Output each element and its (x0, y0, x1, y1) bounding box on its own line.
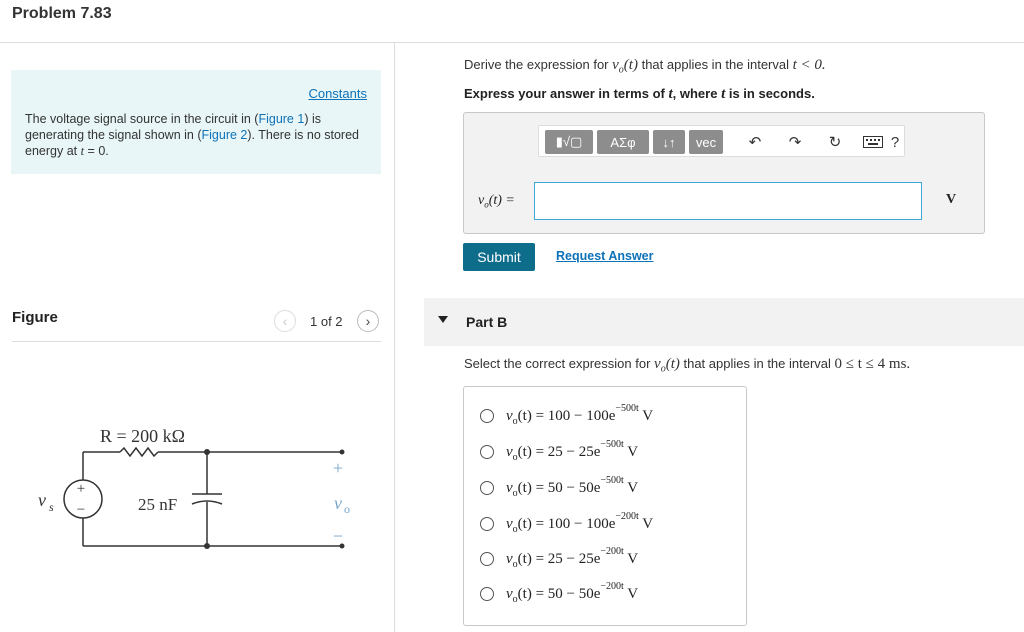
intro-text-1: The voltage signal source in the circuit in ( (25, 112, 259, 126)
option-2-sub: o (512, 451, 518, 463)
source-minus: − (76, 502, 86, 518)
chevron-left-icon: ‹ (282, 313, 288, 329)
partB-prompt (464, 356, 910, 375)
partB-header[interactable] (424, 298, 1024, 346)
partB-prompt-text-1: Select the correct expression for (464, 356, 655, 371)
partA-prompt-arg: (t) (623, 57, 638, 73)
answer-unit: V (946, 192, 957, 207)
option-4-exp: −200t (615, 510, 639, 522)
option-3-sub: o (512, 487, 518, 499)
partA-instruction-var: t (668, 86, 673, 102)
request-answer-link[interactable]: Request Answer (556, 249, 654, 263)
node-dot (204, 449, 210, 455)
option-4-unit: V (638, 515, 654, 532)
option-1-text (506, 402, 654, 427)
option-6-text (506, 580, 639, 605)
option-4-lhs: v (506, 515, 513, 532)
intro-text-2: ) is generating the signal shown in ( (25, 112, 321, 142)
option-5-body: (t) = 25 − 25e (517, 550, 601, 567)
partA-prompt-text-3: that applies in the interval (637, 57, 793, 72)
option-2[interactable] (480, 440, 638, 464)
option-5-sub: o (512, 558, 518, 570)
option-3-exp: −500t (600, 474, 624, 486)
problem-title: Problem 7.83 (12, 5, 112, 22)
option-6-exp: −200t (600, 580, 624, 592)
option-1-sub: o (512, 415, 518, 427)
options-box (463, 386, 747, 626)
figure-pager-text: 1 of 2 (310, 314, 343, 329)
capacitor-label: 25 nF (138, 495, 178, 514)
output-minus: − (332, 526, 344, 546)
option-1-lhs: v (506, 407, 513, 424)
greek-symbols-button[interactable]: ΑΣφ (597, 130, 649, 154)
output-plus: + (332, 458, 344, 478)
option-5-text (506, 545, 639, 570)
partA-prompt-interval: t < 0. (792, 57, 826, 73)
option-4-sub: o (512, 523, 518, 535)
partA-prompt-var: v (612, 57, 619, 73)
source-label-sub: s (49, 500, 54, 514)
partB-prompt-interval: 0 ≤ t ≤ 4 ms. (834, 356, 911, 372)
figure-heading: Figure (12, 309, 58, 326)
option-1-unit: V (638, 407, 654, 424)
output-label-sub: o (344, 502, 350, 516)
option-5-lhs: v (506, 550, 513, 567)
submit-button[interactable]: Submit (463, 243, 535, 271)
option-1[interactable] (480, 404, 653, 428)
radio-button[interactable] (480, 517, 494, 531)
answer-label (478, 192, 515, 210)
partA-instruction (464, 86, 815, 103)
figure2-link[interactable]: Figure 2 (201, 128, 248, 142)
node-dot (204, 543, 210, 549)
partA-instruction-text-2: , where (672, 86, 722, 101)
option-3[interactable] (480, 476, 638, 500)
option-5-exp: −200t (600, 545, 624, 557)
option-3-lhs: v (506, 479, 513, 496)
templates-button[interactable]: ▮√▢ (545, 130, 593, 154)
radio-button[interactable] (480, 587, 494, 601)
option-2-body: (t) = 25 − 25e (517, 443, 601, 460)
partA-prompt (464, 57, 826, 76)
next-figure-button[interactable] (357, 310, 379, 332)
partA-instruction-text-1: Express your answer in terms of (464, 86, 669, 101)
intro-text-var: t (80, 144, 85, 158)
terminal-dot (340, 450, 345, 455)
answer-label-rest: (t) = (488, 193, 515, 208)
column-divider (394, 42, 395, 632)
option-5[interactable] (480, 547, 638, 571)
header-divider (0, 42, 1024, 43)
answer-box (463, 112, 985, 234)
option-3-unit: V (623, 479, 639, 496)
option-4-text (506, 510, 654, 535)
option-2-exp: −500t (600, 438, 624, 450)
figure-divider (12, 341, 381, 342)
option-3-text (506, 474, 639, 499)
partA-instruction-text-3: is in seconds. (725, 86, 815, 101)
option-6[interactable] (480, 582, 638, 606)
intro-text (25, 111, 360, 159)
answer-label-var: v (478, 193, 485, 208)
constants-link[interactable]: Constants (308, 86, 367, 101)
option-1-exp: −500t (615, 402, 639, 414)
option-1-body: (t) = 100 − 100e (517, 407, 616, 424)
partA-instruction-var2: t (721, 86, 726, 102)
partB-prompt-sub: o (660, 363, 666, 375)
option-4-body: (t) = 100 − 100e (517, 515, 616, 532)
option-6-lhs: v (506, 585, 513, 602)
partA-prompt-sub: o (618, 64, 624, 76)
intro-text-4: = 0. (84, 144, 109, 158)
option-4[interactable] (480, 512, 653, 536)
option-2-unit: V (623, 443, 639, 460)
keyboard-icon[interactable] (863, 132, 883, 152)
circuit-diagram (20, 418, 365, 558)
radio-button[interactable] (480, 481, 494, 495)
radio-button[interactable] (480, 409, 494, 423)
source-plus: + (76, 481, 86, 497)
option-2-text (506, 438, 639, 463)
prev-figure-button[interactable] (274, 310, 296, 332)
option-5-unit: V (623, 550, 639, 567)
reset-icon[interactable]: ↻ (828, 134, 842, 151)
option-6-unit: V (623, 585, 639, 602)
option-3-body: (t) = 50 − 50e (517, 479, 601, 496)
partB-title: Part B (466, 314, 508, 330)
option-6-body: (t) = 50 − 50e (517, 585, 601, 602)
partB-prompt-var: v (654, 356, 661, 372)
output-label: v (334, 493, 342, 513)
option-2-lhs: v (506, 443, 513, 460)
help-icon[interactable]: ? (890, 133, 900, 151)
answer-label-sub: o (484, 199, 489, 210)
resistor (120, 448, 158, 456)
resistor-label: R = 200 kΩ (100, 426, 186, 446)
figure1-link[interactable]: Figure 1 (258, 112, 305, 126)
option-6-sub: o (512, 593, 518, 605)
redo-icon[interactable]: ↷ (788, 134, 802, 151)
answer-input[interactable] (534, 182, 922, 220)
source-label: v (38, 490, 46, 510)
chevron-right-icon: › (365, 313, 371, 329)
partB-prompt-arg: (t) (665, 356, 680, 372)
radio-button[interactable] (480, 445, 494, 459)
partB-prompt-text-3: that applies in the interval (679, 356, 835, 371)
vector-button[interactable]: vec (689, 130, 723, 154)
math-toolbar (538, 125, 905, 157)
radio-button[interactable] (480, 552, 494, 566)
caret-down-icon (438, 316, 448, 323)
intro-text-3: ). There is no stored energy at (25, 128, 360, 158)
partA-prompt-text-1: Derive the expression for (464, 57, 613, 72)
intro-box (11, 70, 381, 174)
undo-icon[interactable]: ↶ (748, 134, 762, 151)
sub-superscript-button[interactable]: ↓↑ (653, 130, 685, 154)
